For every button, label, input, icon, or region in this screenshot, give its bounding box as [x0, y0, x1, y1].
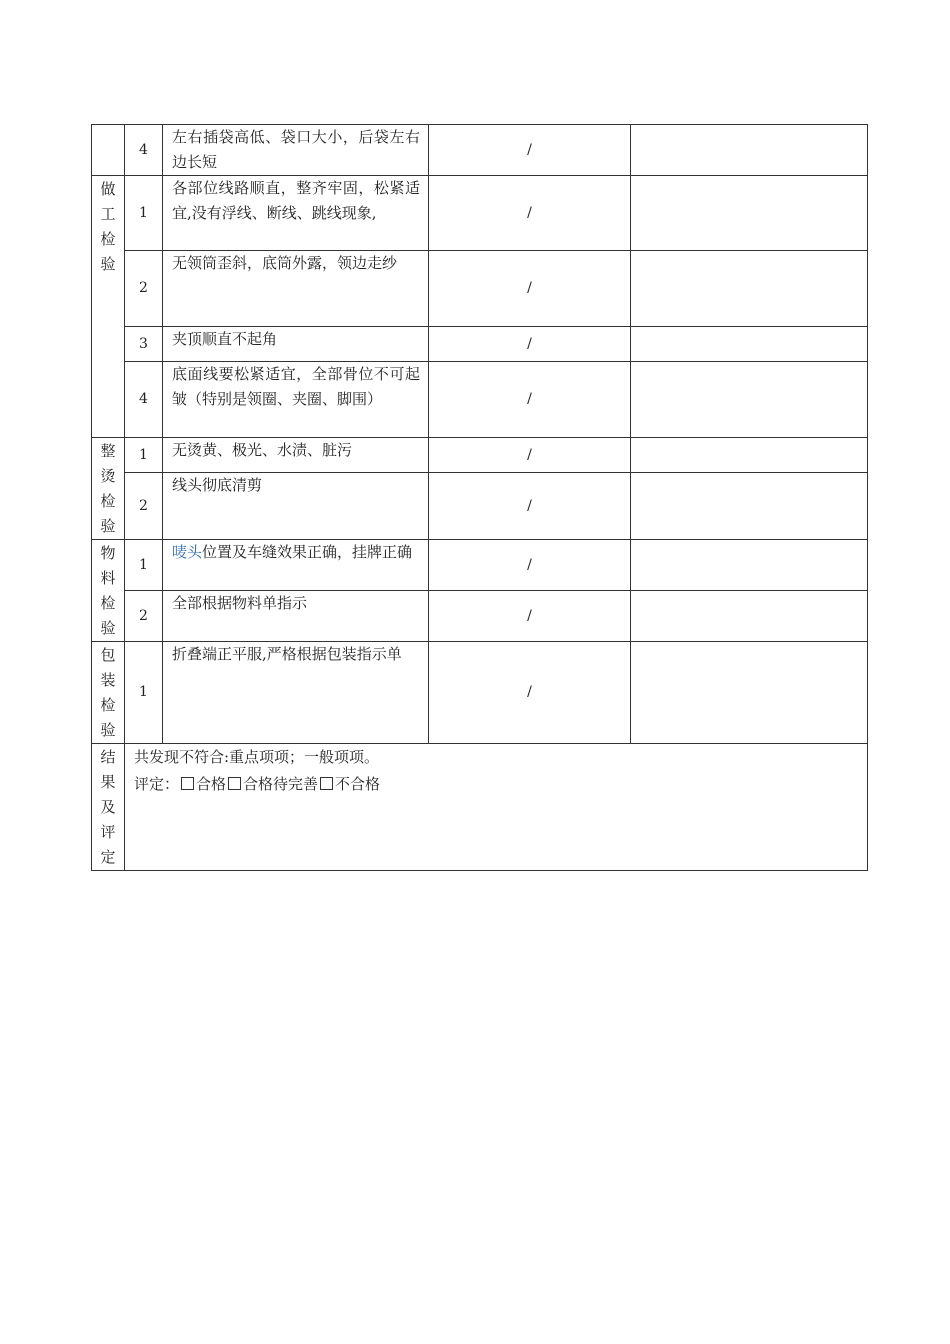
category-packaging: 包装检验 — [92, 642, 125, 744]
item-note — [631, 642, 868, 744]
item-note — [631, 125, 868, 176]
category-materials: 物料检验 — [92, 540, 125, 642]
item-note — [631, 473, 868, 540]
item-description: 折叠端正平服,严格根据包装指示单 — [163, 642, 429, 744]
item-number: 1 — [125, 438, 163, 473]
table-row — [92, 251, 868, 327]
table-row — [92, 473, 868, 540]
item-description: 夹顶顺直不起角 — [163, 327, 429, 362]
item-description: 各部位线路顺直，整齐牢固，松紧适宜,没有浮线、断线、跳线现象, — [163, 176, 429, 251]
table-row — [92, 125, 868, 176]
checkbox-empty-icon[interactable] — [181, 777, 194, 790]
item-note — [631, 176, 868, 251]
item-note — [631, 251, 868, 327]
item-result: / — [429, 473, 631, 540]
category-ironing: 整烫检验 — [92, 438, 125, 540]
item-number: 1 — [125, 176, 163, 251]
checkbox-empty-icon[interactable] — [228, 777, 241, 790]
item-result: / — [429, 125, 631, 176]
nonconformity-count: 共发现不符合:重点项项；一般项项。 — [134, 748, 380, 766]
item-result: / — [429, 362, 631, 438]
table-row — [92, 362, 868, 438]
category-result: 结果及评定 — [92, 744, 125, 871]
table-row — [92, 327, 868, 362]
item-number: 4 — [125, 362, 163, 438]
item-result: / — [429, 540, 631, 591]
category-workmanship: 做工检验 — [92, 176, 125, 438]
rating-line — [134, 771, 858, 798]
rating-option-pass-improve: 合格待完善 — [243, 775, 319, 793]
item-result: / — [429, 327, 631, 362]
item-description — [163, 540, 429, 591]
item-number: 2 — [125, 251, 163, 327]
item-description: 左右插袋高低、袋口大小，后袋左右边长短 — [163, 125, 429, 176]
item-result: / — [429, 591, 631, 642]
item-result: / — [429, 642, 631, 744]
rating-option-pass: 合格 — [196, 775, 227, 793]
item-note — [631, 327, 868, 362]
item-note — [631, 591, 868, 642]
rating-option-fail: 不合格 — [335, 775, 381, 793]
item-number: 1 — [125, 540, 163, 591]
item-description: 无烫黄、极光、水渍、脏污 — [163, 438, 429, 473]
item-description-text: 位置及车缝效果正确，挂牌正确 — [202, 543, 413, 561]
item-number: 1 — [125, 642, 163, 744]
item-number: 3 — [125, 327, 163, 362]
checkbox-empty-icon[interactable] — [320, 777, 333, 790]
item-number: 2 — [125, 591, 163, 642]
item-description: 底面线要松紧适宜，全部骨位不可起皱（特别是领圈、夹圈、脚围） — [163, 362, 429, 438]
item-description: 全部根据物料单指示 — [163, 591, 429, 642]
item-result: / — [429, 251, 631, 327]
table-row — [92, 540, 868, 591]
summary-cell — [125, 744, 868, 871]
label-term-link[interactable]: 唛头 — [172, 543, 203, 561]
table-row — [92, 642, 868, 744]
summary-row — [92, 744, 868, 871]
item-description: 线头彻底清剪 — [163, 473, 429, 540]
table-row — [92, 438, 868, 473]
item-note — [631, 362, 868, 438]
item-number: 4 — [125, 125, 163, 176]
table-row — [92, 591, 868, 642]
item-number: 2 — [125, 473, 163, 540]
table-row — [92, 176, 868, 251]
item-note — [631, 540, 868, 591]
item-result: / — [429, 438, 631, 473]
item-description: 无领筒歪斜，底筒外露，领边走纱 — [163, 251, 429, 327]
item-result: / — [429, 176, 631, 251]
rating-label: 评定： — [134, 775, 180, 793]
item-note — [631, 438, 868, 473]
category-cell-continued — [92, 125, 125, 176]
inspection-table — [91, 124, 868, 871]
